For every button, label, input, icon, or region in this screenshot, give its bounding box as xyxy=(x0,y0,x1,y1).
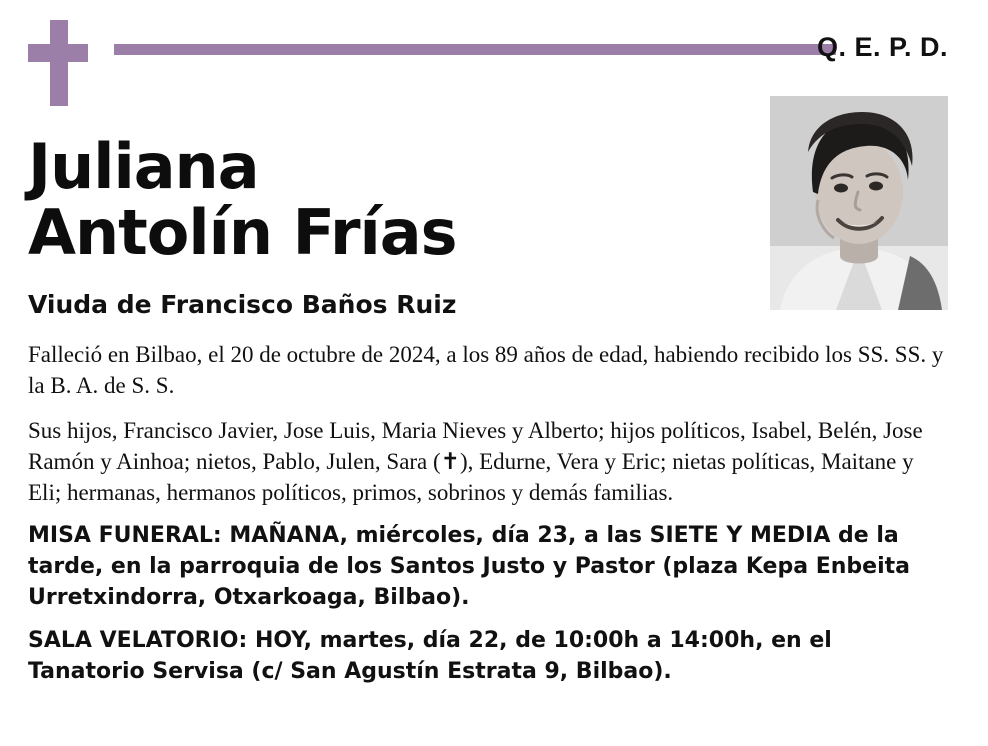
deceased-last-name: Antolín Frías xyxy=(28,196,457,269)
cross-horizontal-bar xyxy=(28,44,88,62)
qepd-label: Q. E. P. D. xyxy=(816,32,948,62)
deceased-name-block xyxy=(28,130,728,319)
deceased-relation: Viuda de Francisco Baños Ruiz xyxy=(28,290,457,319)
cross-vertical-bar xyxy=(50,20,68,106)
wake-room-text: SALA VELATORIO: HOY, martes, día 22, de 10:00h a 14:00h, en el Tanatorio Servisa (c/ San Agustín Estrata 9, Bilbao). xyxy=(28,628,832,684)
funeral-mass-text: MISA FUNERAL: MAÑANA, miércoles, día 23, a las SIETE Y MEDIA de la tarde, en la parroquia de los Santos Justo y Pastor (plaza Kepa Enbeita Urretxindorra, Otxarkoaga, Bilbao). xyxy=(28,523,910,610)
notice-header xyxy=(28,14,948,104)
cross-icon xyxy=(28,20,88,106)
header-rule xyxy=(114,44,836,55)
notice-body xyxy=(28,339,948,687)
death-info-text: Falleció en Bilbao, el 20 de octubre de 2024, a los 89 años de edad, habiendo recibido los SS. SS. y la B. A. de S. S. xyxy=(28,342,944,398)
deceased-first-name: Juliana xyxy=(28,130,259,203)
family-list-text: Sus hijos, Francisco Javier, Jose Luis, Maria Nieves y Alberto; hijos políticos, Isabel, Belén, Jose Ramón y Ainhoa; nietos, Pablo, Julen, Sara (✝), Edurne, Vera y Eric; nietas políticas, Maitane y Eli; hermanas, hermanos políticos, primos, sobrinos y demás familias. xyxy=(28,418,923,505)
portrait-photo xyxy=(770,96,948,310)
